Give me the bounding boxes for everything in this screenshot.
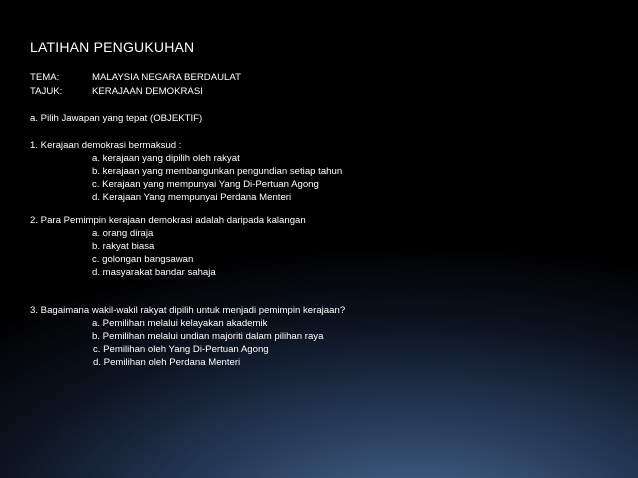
question-3-text: 3. Bagaimana wakil-wakil rakyat dipilih untuk menjadi pemimpin kerajaan?	[30, 305, 346, 316]
question-3-option-d: d. Pemilihan oleh Perdana Menteri	[93, 357, 241, 368]
question-1-option-b: b. kerajaan yang membangunkan pengundian setiap tahun	[92, 166, 343, 177]
slide-title: LATIHAN PENGUKUHAN	[30, 39, 195, 55]
tajuk-label: TAJUK:	[30, 86, 63, 97]
question-1-option-a: a. kerajaan yang dipilih oleh rakyat	[92, 153, 240, 164]
question-2-option-a: a. orang diraja	[92, 228, 154, 239]
question-3-option-a: a. Pemilihan melalui kelayakan akademik	[92, 318, 268, 329]
instruction-text: a. Pilih Jawapan yang tepat (OBJEKTIF)	[30, 113, 203, 124]
question-1-option-d: d. Kerajaan Yang mempunyai Perdana Menteri	[92, 192, 292, 203]
question-1-option-c: c. Kerajaan yang mempunyai Yang Di-Pertuan Agong	[92, 179, 319, 190]
tajuk-value: KERAJAAN DEMOKRASI	[92, 86, 203, 97]
question-2-text: 2. Para Pemimpin kerajaan demokrasi adalah daripada kalangan	[30, 215, 306, 226]
tema-label: TEMA:	[30, 72, 60, 83]
question-2-option-b: b. rakyat biasa	[92, 241, 155, 252]
question-2-option-c: c. golongan bangsawan	[92, 254, 194, 265]
question-2-option-d: d. masyarakat bandar sahaja	[92, 267, 216, 278]
question-3-option-b: b. Pemilihan melalui undian majoriti dalam pilihan raya	[92, 331, 324, 342]
tema-value: MALAYSIA NEGARA BERDAULAT	[92, 72, 241, 83]
question-3-option-c: c. Pemilihan oleh Yang Di-Pertuan Agong	[93, 344, 269, 355]
question-1-text: 1. Kerajaan demokrasi bermaksud :	[30, 140, 182, 151]
